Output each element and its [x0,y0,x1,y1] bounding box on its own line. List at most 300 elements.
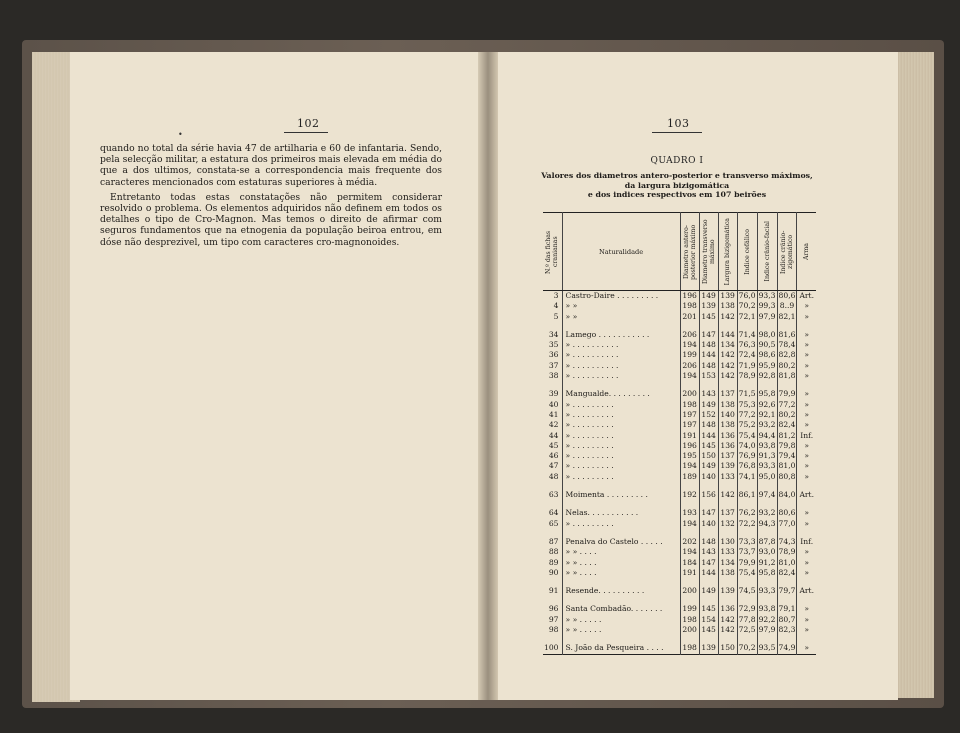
value-cell: » [797,361,816,371]
value-cell: 75,2 [738,420,756,430]
value-cell: 193 [680,508,699,518]
header-cell: Indice crânio-zigomático [777,213,797,291]
value-cell: 82,1 [778,311,796,321]
value-cell: » [797,410,816,420]
value-cell: 75,4 [738,430,756,440]
value-cell: » [797,472,816,482]
value-cell: 138 [718,301,737,311]
value-cell: 77,8 [738,614,756,624]
value-cell: 93,8 [758,604,776,614]
table-row [543,508,816,518]
origin-cell: Mangualde. . . . . . . . . [562,389,680,399]
value-cell: 145 [699,604,718,614]
value-cell: 139 [699,643,718,654]
header-cell: Indice crânio-facial [757,213,777,291]
value-cell: » [797,350,816,360]
value-cell: 71,9 [738,360,756,370]
value-cell: 93,3 [758,586,776,596]
value-cell: 80,6 [778,508,796,518]
value-cell: 81,6 [778,329,796,339]
value-cell: 144 [699,568,718,578]
right-page-number: 103 [667,117,690,130]
table-row [543,301,816,311]
record-number-cell: 45 [548,440,559,450]
table-body [543,291,816,655]
value-cell: 98,0 [758,329,776,339]
value-cell: 75,4 [738,567,756,577]
value-cell: 95,9 [758,360,776,370]
value-cell: 142 [718,350,737,360]
value-cell: 199 [680,350,699,360]
value-cell: 139 [699,301,718,311]
table-row [543,340,816,350]
value-cell: » [797,519,816,529]
group-spacer [543,482,816,490]
value-cell: 156 [699,490,718,500]
value-cell: » [797,330,816,340]
value-cell: 142 [718,615,737,625]
value-cell: 154 [699,615,718,625]
value-cell: 150 [718,643,737,654]
table-row [543,350,816,360]
value-cell: 74,9 [778,643,796,653]
value-cell: 194 [680,519,699,529]
measurements-table [543,212,816,655]
caption-line: Valores dos diametros antero-posterior e transverso máximos, [541,171,813,180]
table-row [543,451,816,461]
table-title: QUADRO I [650,156,704,166]
value-cell: 144 [699,350,718,360]
value-cell: 192 [680,490,699,500]
table-caption [540,171,814,200]
value-cell: 149 [699,461,718,471]
record-number-cell: 47 [548,461,559,471]
group-spacer [543,635,816,643]
record-number-cell: 35 [548,340,559,350]
value-cell: 133 [718,472,737,482]
table-row [543,643,816,654]
value-cell: 147 [699,330,718,340]
origin-cell: » . . . . . . . . . [562,451,680,461]
value-cell: 76,3 [738,340,756,350]
value-cell: 148 [699,420,718,430]
value-cell: 149 [699,291,718,302]
value-cell: 199 [680,604,699,614]
table-row [543,371,816,381]
value-cell: » [797,371,816,381]
origin-cell: Nelas. . . . . . . . . . . [562,508,680,518]
value-cell: 137 [718,451,737,461]
value-cell: 74,3 [778,536,796,546]
value-cell: » [797,615,816,625]
value-cell: 202 [680,537,699,547]
header-cell: N.º das fichas cranianas [543,213,562,291]
table-header-row [543,213,816,291]
table-row [543,420,816,430]
value-cell: » [797,547,816,557]
record-number-cell: 48 [548,471,559,481]
origin-cell: » . . . . . . . . . [562,431,680,441]
record-number-cell: 38 [548,371,559,381]
value-cell: 144 [699,431,718,441]
record-number-cell: 97 [548,614,559,624]
origin-cell: » . . . . . . . . . [562,410,680,420]
value-cell: » [797,389,816,399]
header-cell: Naturalidade [562,213,680,291]
value-cell: 81,0 [778,461,796,471]
left-page-number: 102 [297,117,320,130]
record-number-cell: 100 [544,643,559,653]
value-cell: 147 [699,508,718,518]
table-row [543,330,816,340]
value-cell: 91,2 [758,557,776,567]
value-cell: 200 [680,625,699,635]
value-cell: 196 [680,291,699,302]
header-cell: Arma [797,213,816,291]
value-cell: 206 [680,361,699,371]
value-cell: 134 [718,558,737,568]
value-cell: 130 [718,537,737,547]
value-cell: 75,3 [738,399,756,409]
value-cell: 78,4 [778,340,796,350]
record-number-cell: 89 [548,557,559,567]
value-cell: 142 [718,490,737,500]
value-cell: 194 [680,371,699,381]
page-edges-right [896,52,934,698]
value-cell: 77,2 [778,399,796,409]
record-number-cell: 65 [548,518,559,528]
record-number-cell: 91 [548,586,559,596]
value-cell: 84,0 [778,490,796,500]
value-cell: 77,2 [738,409,756,419]
origin-cell: » . . . . . . . . . . [562,340,680,350]
value-cell: 91,3 [758,451,776,461]
record-number-cell: 96 [548,604,559,614]
value-cell: 142 [718,361,737,371]
value-cell: 92,1 [758,409,776,419]
value-cell: 95,8 [758,389,776,399]
origin-cell: » . . . . . . . . . [562,461,680,471]
value-cell: 198 [680,301,699,311]
value-cell: 147 [699,558,718,568]
value-cell: Art. [797,490,816,500]
margin-mark: • [178,130,183,139]
value-cell: 80,2 [778,360,796,370]
table-row [543,400,816,410]
value-cell: 92,8 [758,371,776,381]
value-cell: 136 [718,431,737,441]
value-cell: 87,8 [758,536,776,546]
record-number-cell: 40 [548,399,559,409]
value-cell: 139 [718,586,737,596]
caption-line: e dos indices respectivos em 107 beirões [587,190,767,200]
record-number-cell: 63 [548,490,559,500]
value-cell: 76,8 [738,461,756,471]
table-row [543,586,816,596]
record-number-cell: 44 [548,430,559,440]
value-cell: 97,9 [758,311,776,321]
book-gutter [478,52,498,700]
value-cell: 74,1 [738,471,756,481]
table-row [543,441,816,451]
value-cell: » [797,301,816,311]
origin-cell: Santa Combadão. . . . . . . [562,604,680,614]
value-cell: 139 [718,461,737,471]
origin-cell: » » . . . . [562,558,680,568]
origin-cell: » » . . . . . [562,615,680,625]
table-row [543,568,816,578]
origin-cell: S. João da Pesqueira . . . . [562,643,680,654]
value-cell: 191 [680,568,699,578]
value-cell: 76,9 [738,451,756,461]
group-spacer [543,322,816,330]
table-row [543,461,816,471]
value-cell: 132 [718,519,737,529]
value-cell: 92,2 [758,614,776,624]
origin-cell: » » . . . . [562,568,680,578]
value-cell: 197 [680,410,699,420]
value-cell: 189 [680,472,699,482]
value-cell: 142 [718,625,737,635]
record-number-cell: 3 [553,291,559,300]
table-row [543,537,816,547]
value-cell: » [797,340,816,350]
value-cell: 82,3 [778,625,796,635]
value-cell: 79,8 [778,440,796,450]
value-cell: 79,4 [778,451,796,461]
value-cell: 81,0 [778,557,796,567]
value-cell: 78,9 [738,371,756,381]
header-cell: Diametro antero-posterior máximo [680,213,699,291]
value-cell: 81,8 [778,371,796,381]
group-spacer [543,578,816,586]
value-cell: 8..9 [777,301,797,311]
value-cell: 80,7 [778,614,796,624]
value-cell: 198 [680,643,699,654]
value-cell: 191 [680,431,699,441]
table-row [543,312,816,322]
table-row [543,291,816,302]
value-cell: 139 [718,291,737,302]
value-cell: 95,0 [758,471,776,481]
record-number-cell: 39 [548,389,559,399]
value-cell: 73,7 [738,547,756,557]
value-cell: 72,9 [738,604,756,614]
table-row [543,389,816,399]
paragraph: quando no total da série havia 47 de artilharia e 60 de infantaria. Sendo, pela selecção militar, a estatura dos primeiros mais elevada em média do que a dos ultimos, constata-se a correspondencia mais frequente dos caracteres mencionados com estaturas superiores à média. [100,143,442,188]
record-number-cell: 90 [548,567,559,577]
value-cell: 80,6 [778,291,796,300]
value-cell: 82,4 [778,567,796,577]
value-cell: 195 [680,451,699,461]
value-cell: 206 [680,330,699,340]
value-cell: 136 [718,441,737,451]
value-cell: » [797,420,816,430]
value-cell: Inf. [797,431,816,441]
value-cell: 143 [699,389,718,399]
value-cell: 72,2 [738,518,756,528]
value-cell: 93,3 [758,461,776,471]
table-row [543,410,816,420]
value-cell: 134 [718,340,737,350]
value-cell: 148 [699,361,718,371]
value-cell: 142 [718,312,737,322]
record-number-cell: 41 [548,409,559,419]
value-cell: 92,6 [758,399,776,409]
value-cell: 184 [680,558,699,568]
value-cell: 73,3 [738,536,756,546]
left-page-number-rule [284,132,328,133]
value-cell: 79,1 [778,604,796,614]
origin-cell: » . . . . . . . . . . [562,361,680,371]
origin-cell: » . . . . . . . . . [562,441,680,451]
origin-cell: » . . . . . . . . . [562,519,680,529]
value-cell: 71,5 [738,389,756,399]
value-cell: 137 [718,389,737,399]
value-cell: 200 [680,586,699,596]
value-cell: 145 [699,312,718,322]
origin-cell: » . . . . . . . . . [562,400,680,410]
value-cell: » [797,441,816,451]
value-cell: » [797,625,816,635]
table-row [543,604,816,614]
origin-cell: » » . . . . . [562,625,680,635]
value-cell: 138 [718,568,737,578]
header-cell: Diametro transverso máximo [699,213,718,291]
right-page-number-rule [652,132,702,133]
value-cell: 140 [699,472,718,482]
record-number-cell: 64 [548,508,559,518]
value-cell: 137 [718,508,737,518]
table-row [543,431,816,441]
value-cell: 201 [680,312,699,322]
value-cell: 79,7 [778,586,796,596]
value-cell: 70,2 [738,301,756,311]
value-cell: » [797,400,816,410]
table-row [543,625,816,635]
value-cell: 152 [699,410,718,420]
value-cell: » [797,508,816,518]
table-row [543,519,816,529]
caption-line: da largura bizigomática [624,180,730,190]
value-cell: Inf. [797,537,816,547]
value-cell: Art. [797,291,816,302]
value-cell: 71,4 [738,329,756,339]
value-cell: » [797,643,816,654]
value-cell: 81,2 [778,430,796,440]
value-cell: 72,1 [738,311,756,321]
table-row [543,490,816,500]
record-number-cell: 88 [548,547,559,557]
group-spacer [543,529,816,537]
origin-cell: » » . . . . [562,547,680,557]
value-cell: 97,4 [758,490,776,500]
origin-cell: » » [562,301,680,311]
value-cell: 138 [718,420,737,430]
value-cell: 93,2 [758,420,776,430]
value-cell: 142 [718,371,737,381]
value-cell: 70,2 [738,643,756,653]
value-cell: » [797,312,816,322]
value-cell: » [797,451,816,461]
value-cell: 78,9 [778,547,796,557]
table-row [543,615,816,625]
value-cell: 93,8 [758,440,776,450]
value-cell: 72,5 [738,625,756,635]
value-cell: 82,4 [778,420,796,430]
value-cell: 145 [699,441,718,451]
origin-cell: Penalva do Castelo . . . . . [562,537,680,547]
value-cell: 198 [680,400,699,410]
header-cell: Indice cefálico [737,213,757,291]
origin-cell: » . . . . . . . . . [562,472,680,482]
record-number-cell: 46 [548,451,559,461]
value-cell: 95,8 [758,567,776,577]
record-number-cell: 37 [548,360,559,370]
origin-cell: » . . . . . . . . . . [562,350,680,360]
value-cell: 194 [680,547,699,557]
value-cell: 198 [680,615,699,625]
group-spacer [543,596,816,604]
value-cell: 138 [718,400,737,410]
value-cell: 82,8 [778,350,796,360]
value-cell: 196 [680,441,699,451]
value-cell: 136 [718,604,737,614]
value-cell: 133 [718,547,737,557]
record-number-cell: 42 [548,420,559,430]
value-cell: 143 [699,547,718,557]
value-cell: 74,5 [738,586,756,596]
record-number-cell: 87 [548,536,559,546]
value-cell: 197 [680,420,699,430]
value-cell: 79,9 [778,389,796,399]
value-cell: 86,1 [738,490,756,500]
table-row [543,361,816,371]
value-cell: 148 [699,340,718,350]
value-cell: 74,0 [738,440,756,450]
table-row [543,558,816,568]
origin-cell: Moimenta . . . . . . . . . [562,490,680,500]
record-number-cell: 5 [553,311,559,321]
value-cell: 153 [699,371,718,381]
value-cell: 149 [699,586,718,596]
value-cell: 93,0 [758,547,776,557]
value-cell: 76,0 [738,291,756,300]
value-cell: 200 [680,389,699,399]
value-cell: 94,4 [758,430,776,440]
paragraph: Entretanto todas estas constatações não permitem considerar resolvido o problema. Os elementos adquiridos não definem em todos os detalhes o tipo de Cro-Magnon. Mas temos o direito de afirmar com seguros fundamentos que na etnogenia da população beiroa entrou, em dóse não desprezivel, um tipo com caracteres cro-magnonoides. [100,191,442,248]
value-cell: 93,3 [758,291,776,300]
value-cell: 148 [699,537,718,547]
value-cell: 77,0 [778,518,796,528]
value-cell: 99,3 [758,301,776,311]
value-cell: 194 [680,340,699,350]
value-cell: 93,2 [758,508,776,518]
value-cell: Art. [797,586,816,596]
value-cell: 90,5 [758,340,776,350]
value-cell: 72,4 [738,350,756,360]
origin-cell: Resende. . . . . . . . . . [562,586,680,596]
left-body-text [100,143,442,252]
value-cell: 140 [718,410,737,420]
value-cell: 98,6 [758,350,776,360]
value-cell: 194 [680,461,699,471]
value-cell: 93,5 [758,643,776,653]
value-cell: 145 [699,625,718,635]
value-cell: » [797,568,816,578]
value-cell: 80,8 [778,471,796,481]
record-number-cell: 36 [548,350,559,360]
